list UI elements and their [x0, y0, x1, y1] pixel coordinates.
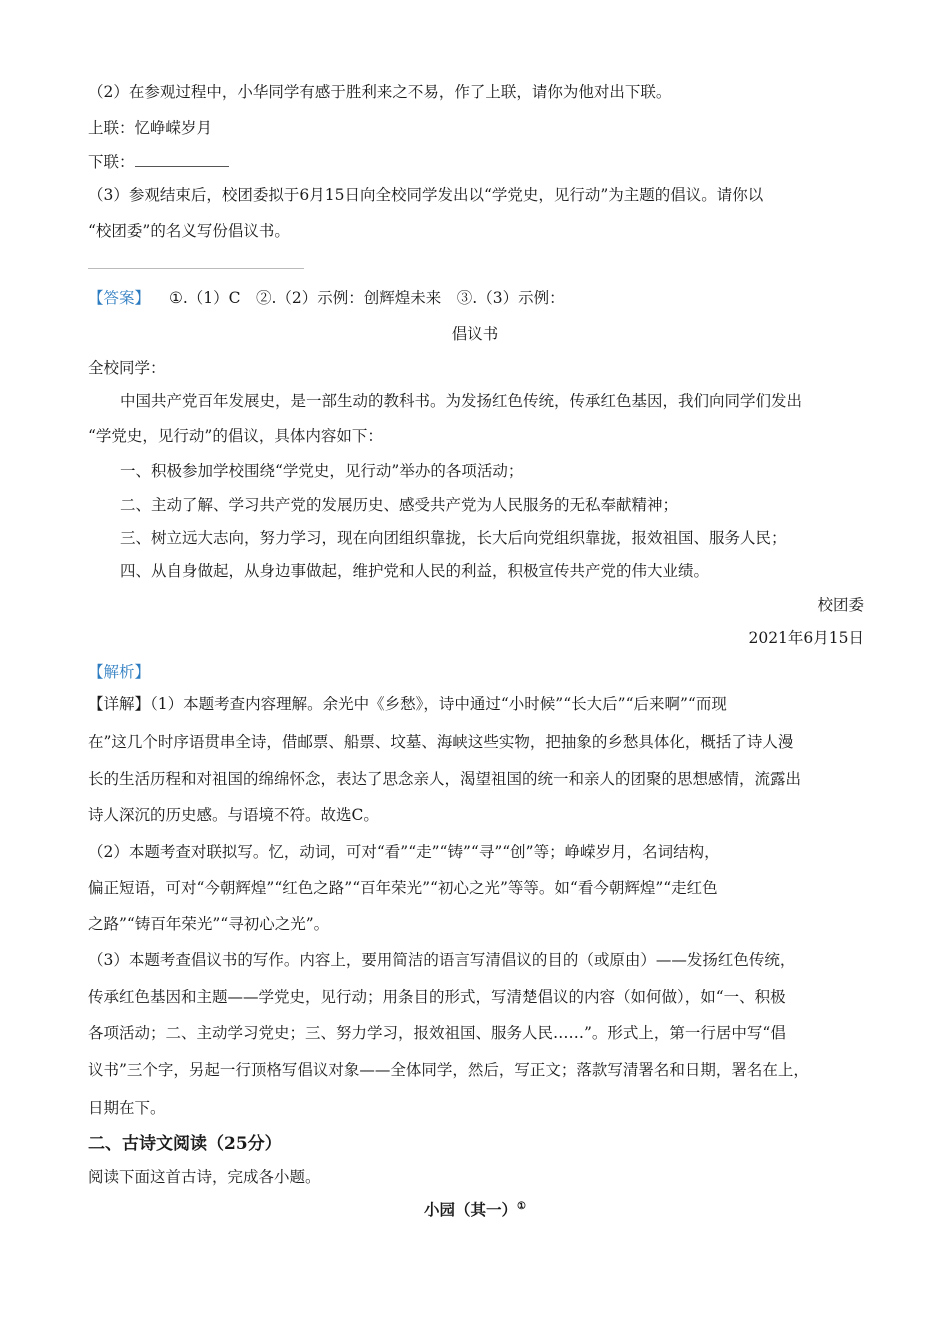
- proposal-greeting: 全校同学：: [88, 359, 166, 377]
- poem-note-marker: ①: [517, 1200, 526, 1212]
- detail-line-2: 在”这几个时序语贯串全诗，借邮票、船票、坟墓、海峡这些实物，把抽象的乡愁具体化，概括了诗人漫: [88, 733, 794, 751]
- answer-blank: [135, 152, 229, 167]
- detail-3-line-1: （3）本题考查倡议书的写作。内容上，要用简洁的语言写清倡议的目的（或原由）——发扬红色传统，: [88, 951, 796, 969]
- detail-3-line-3: 各项活动；二、主动学习党史；三、努力学习，报效祖国、服务人民……”。形式上，第一行居中写“倡: [88, 1024, 786, 1042]
- proposal-signature: 校团委: [817, 596, 864, 614]
- detail-line-1: [88, 692, 727, 714]
- proposal-paragraph-line2: “学党史，见行动”的倡议，具体内容如下：: [88, 427, 383, 445]
- answer-tag: 【答案】: [88, 289, 151, 307]
- detail-2-line-2: 偏正短语，可对“今朝辉煌”“红色之路”“百年荣光”“初心之光”等等。如“看今朝辉煌”“走红色: [88, 879, 718, 897]
- detail-2-line-3: 之路”“铸百年荣光”“寻初心之光”。: [88, 915, 330, 933]
- upper-couplet: 上联：忆峥嵘岁月: [88, 119, 213, 137]
- detail-tag: 【详解】: [88, 695, 151, 713]
- proposal-date: 2021年6月15日: [748, 629, 864, 647]
- proposal-item-4: 四、从自身做起，从身边事做起，维护党和人民的利益，积极宣传共产党的伟大业绩。: [120, 562, 710, 580]
- lower-couplet: [88, 150, 229, 172]
- question-q3-line2: “校团委”的名义写份倡议书。: [88, 222, 290, 240]
- question-q2: （2）在参观过程中，小华同学有感于胜利来之不易，作了上联，请你为他对出下联。: [88, 83, 672, 101]
- detail-line-3: 长的生活历程和对祖国的绵绵怀念，表达了思念亲人，渴望祖国的统一和亲人的团聚的思想感情，流露出: [88, 770, 802, 788]
- proposal-item-2: 二、主动了解、学习共产党的发展历史、感受共产党为人民服务的无私奉献精神；: [120, 496, 679, 514]
- proposal-title: 倡议书: [451, 325, 499, 343]
- answer-line: [88, 286, 565, 308]
- separator-line: [88, 268, 304, 269]
- proposal-item-1: 一、积极参加学校围绕“学党史，见行动”举办的各项活动；: [120, 462, 524, 480]
- lower-couplet-label: 下联：: [88, 153, 135, 171]
- proposal-paragraph-line1: 中国共产党百年发展史，是一部生动的教科书。为发扬红色传统，传承红色基因，我们向同学们发出: [120, 392, 803, 410]
- detail-3-line-2: 传承红色基因和主题——学党史，见行动；用条目的形式，写清楚倡议的内容（如何做），如“一、积极: [88, 988, 786, 1006]
- section-heading: 二、古诗文阅读（25分）: [88, 1134, 282, 1154]
- detail-2-line-1: （2）本题考查对联拟写。忆，动词，可对“看”“走”“铸”“寻”“创”等；峥嵘岁月，名词结构，: [88, 843, 720, 861]
- answer-text: ①.（1）C ②.（2）示例：创辉煌未来 ③.（3）示例：: [168, 289, 565, 307]
- poem-title: [0, 1198, 950, 1220]
- analysis-tag: 【解析】: [88, 663, 151, 681]
- poem-title-text: 小园（其一）: [424, 1200, 518, 1219]
- detail-text: （1）本题考查内容理解。余光中《乡愁》，诗中通过“小时候”“长大后”“后来啊”“而现: [150, 695, 727, 713]
- section-instruction: 阅读下面这首古诗，完成各小题。: [88, 1168, 321, 1186]
- detail-line-4: 诗人深沉的历史感。与语境不符。故选C。: [88, 806, 379, 824]
- proposal-item-3: 三、树立远大志向，努力学习，现在向团组织靠拢，长大后向党组织靠拢，报效祖国、服务人民；: [120, 529, 787, 547]
- detail-3-line-5: 日期在下。: [88, 1099, 166, 1117]
- question-q3-line1: （3）参观结束后，校团委拟于6月15日向全校同学发出以“学党史，见行动”为主题的倡议。请你以: [88, 186, 764, 204]
- detail-3-line-4: 议书”三个字，另起一行顶格写倡议对象——全体同学，然后，写正文；落款写清署名和日期，署名在上，: [88, 1061, 809, 1079]
